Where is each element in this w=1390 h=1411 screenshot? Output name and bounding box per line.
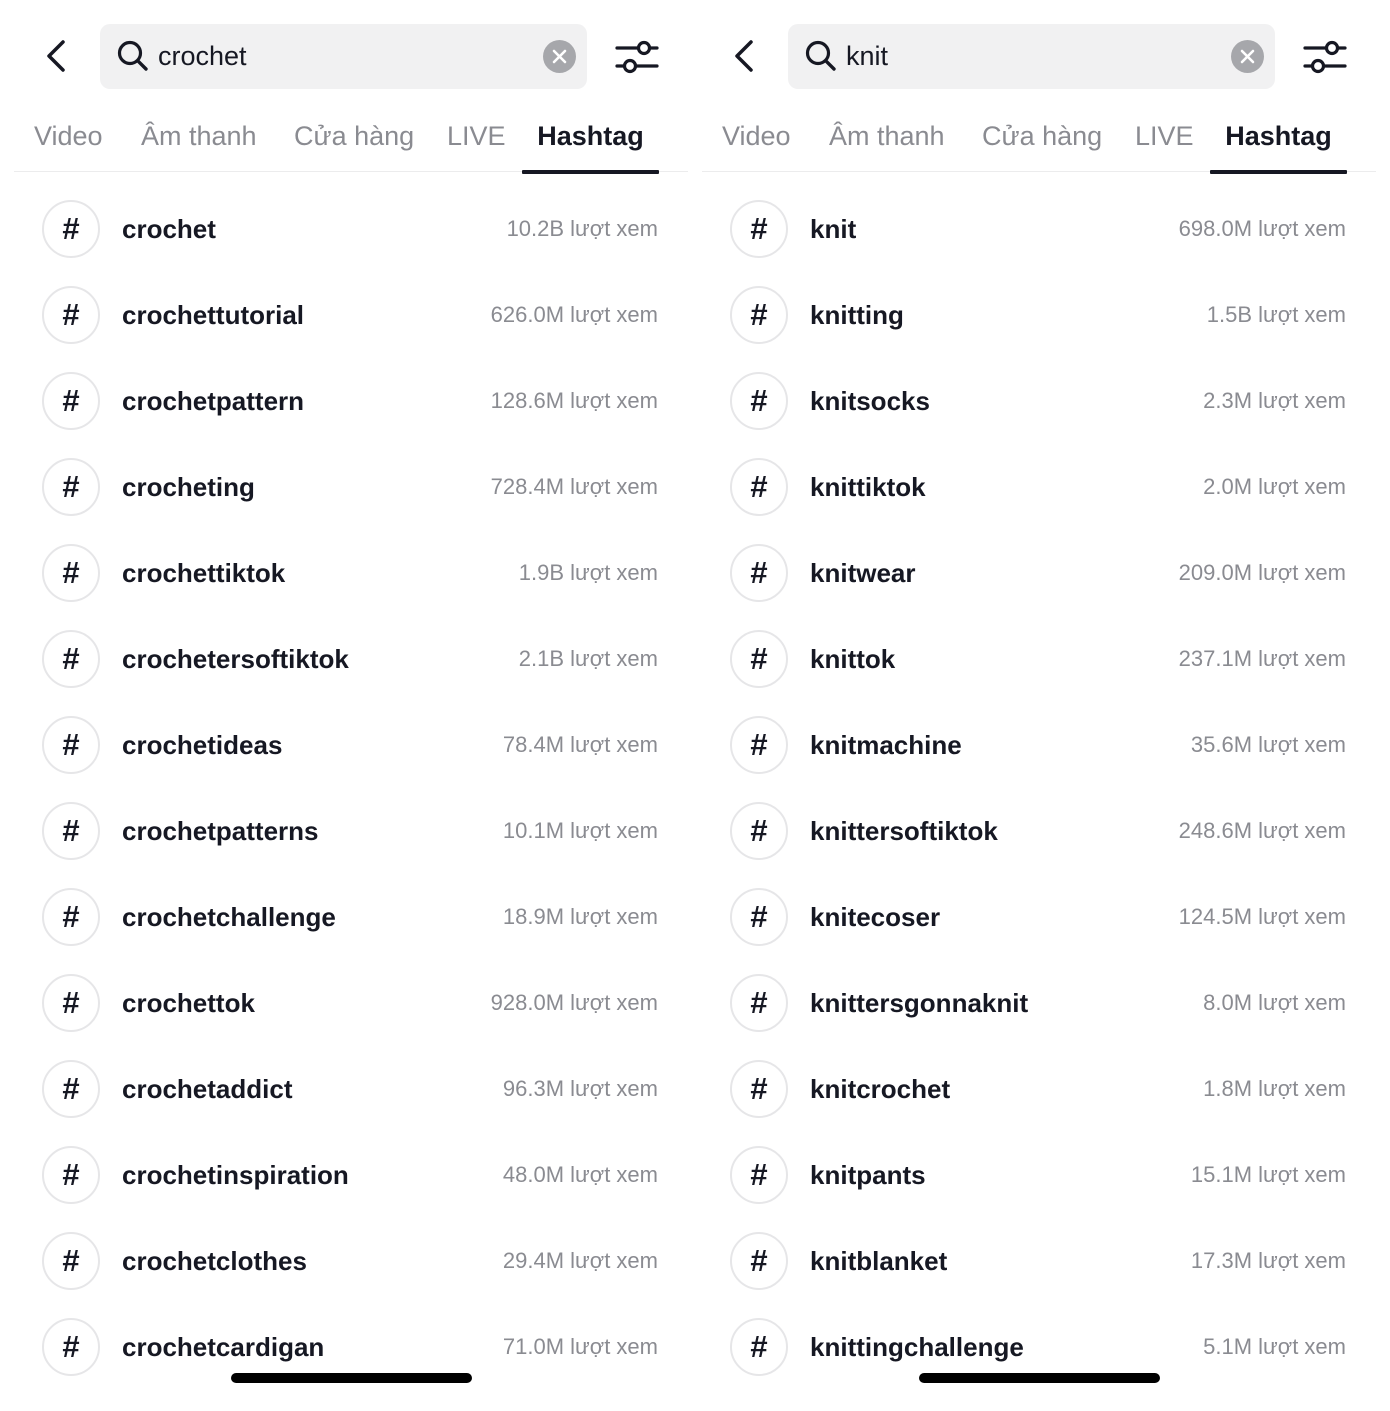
hashtag-icon: # (730, 802, 788, 860)
search-bar (788, 24, 1275, 89)
hashtag-row[interactable] (0, 1132, 688, 1218)
hashtag-view-count: 698.0M lượt xem (1178, 216, 1346, 241)
hashtag-row[interactable] (688, 960, 1376, 1046)
hashtag-row[interactable] (0, 186, 688, 272)
hashtag-view-count: 248.6M lượt xem (1178, 818, 1346, 843)
hashtag-name: crochetchallenge (122, 902, 336, 932)
hashtag-icon: # (730, 716, 788, 774)
search-bar (100, 24, 587, 89)
hashtag-icon: # (42, 1146, 100, 1204)
hashtag-icon: # (730, 888, 788, 946)
hashtag-view-count: 48.0M lượt xem (502, 1162, 658, 1187)
hashtag-view-count: 15.1M lượt xem (1190, 1162, 1346, 1187)
tab-hashtag[interactable]: Hashtag (522, 100, 659, 172)
hashtag-view-count: 78.4M lượt xem (502, 732, 658, 757)
hashtag-view-count: 209.0M lượt xem (1178, 560, 1346, 585)
hashtag-row[interactable] (0, 530, 688, 616)
hashtag-icon: # (730, 1318, 788, 1376)
hashtag-name: knittersoftiktok (810, 816, 998, 846)
tab-shop[interactable]: Cửa hàng (982, 121, 1103, 151)
filter-button[interactable] (1301, 34, 1349, 80)
hashtag-row[interactable] (688, 444, 1376, 530)
hashtag-icon: # (42, 544, 100, 602)
hashtag-icon: # (42, 802, 100, 860)
hashtag-icon: # (730, 630, 788, 688)
hashtag-view-count: 928.0M lượt xem (490, 990, 658, 1015)
hashtag-icon: # (730, 1232, 788, 1290)
hashtag-name: knitting (810, 300, 904, 330)
hashtag-icon: # (730, 544, 788, 602)
filter-button[interactable] (613, 34, 661, 80)
hashtag-name: crochettiktok (122, 558, 286, 588)
tab-video[interactable]: Video (34, 121, 103, 151)
search-tabs (702, 100, 1376, 172)
hashtag-icon: # (730, 200, 788, 258)
hashtag-row[interactable] (0, 1046, 688, 1132)
hashtag-row[interactable] (688, 358, 1376, 444)
hashtag-name: knittersgonnaknit (810, 988, 1029, 1018)
hashtag-view-count: 2.0M lượt xem (1203, 474, 1346, 499)
hashtag-name: crochetersoftiktok (122, 644, 349, 674)
hashtag-name: crochetaddict (122, 1074, 293, 1104)
hashtag-name: crochetpattern (122, 386, 305, 416)
hashtag-icon: # (42, 286, 100, 344)
sliders-filter-icon (613, 34, 661, 80)
search-tabs (14, 100, 688, 172)
hashtag-name: knitblanket (810, 1246, 948, 1276)
hashtag-row[interactable] (0, 874, 688, 960)
hashtag-row[interactable] (688, 1046, 1376, 1132)
hashtag-view-count: 5.1M lượt xem (1203, 1334, 1346, 1359)
hashtag-view-count: 1.8M lượt xem (1203, 1076, 1346, 1101)
hashtag-icon: # (42, 1318, 100, 1376)
hashtag-view-count: 29.4M lượt xem (502, 1248, 658, 1273)
hashtag-row[interactable] (0, 358, 688, 444)
hashtag-icon: # (42, 716, 100, 774)
hashtag-icon: # (42, 974, 100, 1032)
hashtag-view-count: 626.0M lượt xem (490, 302, 658, 327)
search-panel-crochet (0, 0, 688, 1411)
hashtag-row[interactable] (0, 702, 688, 788)
hashtag-view-count: 1.5B lượt xem (1206, 302, 1346, 327)
hashtag-name: knitecoser (810, 902, 941, 932)
hashtag-name: knittiktok (810, 472, 926, 502)
clear-search-button[interactable] (543, 40, 576, 73)
hashtag-row[interactable] (0, 788, 688, 874)
hashtag-name: crocheting (122, 472, 255, 502)
hashtag-view-count: 96.3M lượt xem (502, 1076, 658, 1101)
search-icon (804, 39, 838, 73)
hashtag-row[interactable] (688, 1132, 1376, 1218)
close-icon (1231, 40, 1264, 73)
home-indicator[interactable] (919, 1373, 1160, 1383)
hashtag-view-count: 1.9B lượt xem (518, 560, 658, 585)
back-button[interactable] (30, 30, 82, 82)
hashtag-row[interactable] (0, 616, 688, 702)
hashtag-name: crochetpatterns (122, 816, 319, 846)
hashtag-row[interactable] (688, 616, 1376, 702)
hashtag-row[interactable] (0, 272, 688, 358)
tab-sound[interactable]: Âm thanh (829, 121, 945, 151)
search-icon (116, 39, 150, 73)
hashtag-icon: # (730, 372, 788, 430)
hashtag-name: crochet (122, 214, 216, 244)
hashtag-row[interactable] (688, 1218, 1376, 1304)
hashtag-view-count: 2.1B lượt xem (518, 646, 658, 671)
hashtag-name: knitpants (810, 1160, 926, 1190)
hashtag-name: knitwear (810, 558, 916, 588)
hashtag-name: crochettok (122, 988, 255, 1018)
tab-live[interactable]: LIVE (447, 121, 506, 151)
hashtag-row[interactable] (688, 702, 1376, 788)
hashtag-view-count: 8.0M lượt xem (1203, 990, 1346, 1015)
hashtag-view-count: 71.0M lượt xem (502, 1334, 658, 1359)
sliders-filter-icon (1301, 34, 1349, 80)
hashtag-row[interactable] (0, 1218, 688, 1304)
search-input[interactable] (846, 24, 1216, 89)
search-input[interactable] (158, 24, 528, 89)
hashtag-icon: # (42, 1060, 100, 1118)
hashtag-icon: # (42, 200, 100, 258)
hashtag-name: knitcrochet (810, 1074, 951, 1104)
hashtag-icon: # (730, 974, 788, 1032)
hashtag-row[interactable] (0, 960, 688, 1046)
hashtag-icon: # (42, 372, 100, 430)
hashtag-view-count: 2.3M lượt xem (1203, 388, 1346, 413)
clear-search-button[interactable] (1231, 40, 1264, 73)
close-icon (543, 40, 576, 73)
hashtag-name: crochettutorial (122, 300, 305, 330)
hashtag-view-count: 128.6M lượt xem (490, 388, 658, 413)
hashtag-icon: # (42, 1232, 100, 1290)
hashtag-view-count: 728.4M lượt xem (490, 474, 658, 499)
hashtag-name: knittok (810, 644, 896, 674)
hashtag-icon: # (730, 1060, 788, 1118)
hashtag-name: crochetcardigan (122, 1332, 325, 1362)
hashtag-name: crochetclothes (122, 1246, 307, 1276)
hashtag-view-count: 35.6M lượt xem (1190, 732, 1346, 757)
home-indicator[interactable] (231, 1373, 472, 1383)
hashtag-view-count: 124.5M lượt xem (1178, 904, 1346, 929)
hashtag-view-count: 17.3M lượt xem (1190, 1248, 1346, 1273)
hashtag-icon: # (730, 458, 788, 516)
tab-video[interactable]: Video (722, 121, 791, 151)
hashtag-name: knittingchallenge (810, 1332, 1024, 1362)
tab-sound[interactable]: Âm thanh (141, 121, 257, 151)
hashtag-view-count: 10.2B lượt xem (506, 216, 658, 241)
hashtag-row[interactable] (0, 444, 688, 530)
hashtag-icon: # (730, 286, 788, 344)
hashtag-icon: # (42, 458, 100, 516)
hashtag-name: crochetideas (122, 730, 283, 760)
hashtag-name: knit (810, 214, 857, 244)
hashtag-icon: # (730, 1146, 788, 1204)
hashtag-row[interactable] (688, 530, 1376, 616)
search-panel-knit (688, 0, 1376, 1411)
tab-live[interactable]: LIVE (1135, 121, 1194, 151)
hashtag-row[interactable] (688, 874, 1376, 960)
tab-shop[interactable]: Cửa hàng (294, 121, 415, 151)
hashtag-name: knitmachine (810, 730, 962, 760)
hashtag-view-count: 18.9M lượt xem (502, 904, 658, 929)
hashtag-row[interactable] (688, 788, 1376, 874)
back-button[interactable] (718, 30, 770, 82)
hashtag-view-count: 237.1M lượt xem (1178, 646, 1346, 671)
hashtag-row[interactable] (688, 186, 1376, 272)
hashtag-row[interactable] (688, 272, 1376, 358)
hashtag-view-count: 10.1M lượt xem (502, 818, 658, 843)
tab-hashtag[interactable]: Hashtag (1210, 100, 1347, 172)
chevron-left-icon (30, 30, 82, 82)
hashtag-icon: # (42, 888, 100, 946)
hashtag-icon: # (42, 630, 100, 688)
hashtag-name: knitsocks (810, 386, 930, 416)
hashtag-name: crochetinspiration (122, 1160, 349, 1190)
chevron-left-icon (718, 30, 770, 82)
